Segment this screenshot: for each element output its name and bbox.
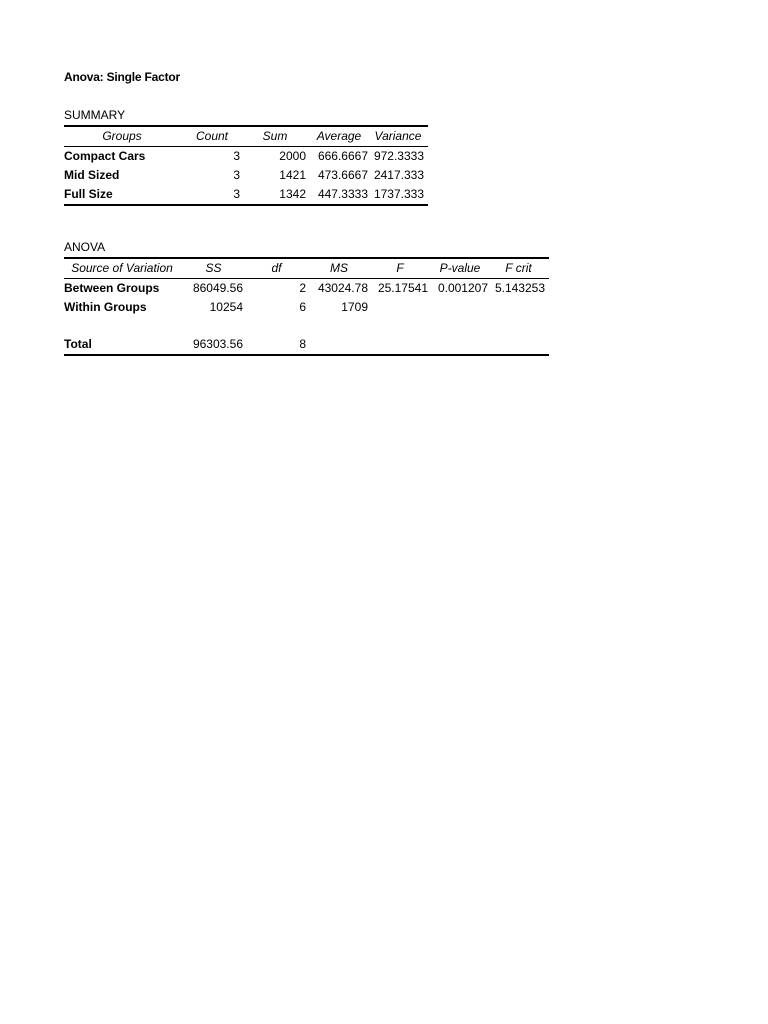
group-count: 3 xyxy=(233,149,240,163)
f-value: 25.17541 xyxy=(377,281,428,295)
summary-header-average: Average xyxy=(310,126,372,147)
f-value xyxy=(372,335,432,355)
summary-header-sum: Sum xyxy=(244,126,310,147)
source-name: Total xyxy=(64,335,184,355)
group-variance: 972.3333 xyxy=(373,149,424,163)
table-row xyxy=(64,298,549,317)
summary-label: SUMMARY xyxy=(64,108,126,122)
group-average: 447.3333 xyxy=(310,185,372,205)
blank-cell xyxy=(372,317,432,335)
pvalue-value xyxy=(432,298,492,317)
anova-label: ANOVA xyxy=(64,240,106,254)
summary-header-groups: Groups xyxy=(64,126,184,147)
group-count: 3 xyxy=(184,185,244,205)
anova-header-pvalue: P-value xyxy=(432,258,492,279)
group-name: Compact Cars xyxy=(64,149,146,163)
anova-header-ss: SS xyxy=(184,258,247,279)
df-value: 2 xyxy=(299,281,306,295)
table-row xyxy=(64,147,428,167)
blank-cell xyxy=(184,317,247,335)
table-row xyxy=(64,279,549,299)
summary-header-row xyxy=(64,126,428,147)
page-title: Anova: Single Factor xyxy=(64,70,181,84)
fcrit-value: 5.143253 xyxy=(494,281,545,295)
df-value: 8 xyxy=(247,335,310,355)
blank-cell xyxy=(310,317,372,335)
table-row xyxy=(64,185,428,205)
table-row-blank xyxy=(64,317,549,335)
group-count: 3 xyxy=(233,168,240,182)
summary-header-variance: Variance xyxy=(372,126,428,147)
pvalue-value xyxy=(432,335,492,355)
anova-table xyxy=(64,257,549,356)
group-average: 473.6667 xyxy=(317,168,368,182)
anova-header-f: F xyxy=(372,258,432,279)
pvalue-value: 0.001207 xyxy=(437,281,488,295)
table-row xyxy=(64,166,428,185)
group-sum: 1421 xyxy=(279,168,306,182)
group-variance: 2417.333 xyxy=(373,168,424,182)
f-value xyxy=(372,298,432,317)
ms-value xyxy=(310,335,372,355)
group-sum: 2000 xyxy=(279,149,306,163)
anova-header-source: Source of Variation xyxy=(64,258,184,279)
group-average: 666.6667 xyxy=(317,149,368,163)
group-variance: 1737.333 xyxy=(372,185,428,205)
ms-value: 1709 xyxy=(341,300,368,314)
ss-value: 96303.56 xyxy=(184,335,247,355)
anova-header-row xyxy=(64,258,549,279)
ss-value: 10254 xyxy=(209,300,243,314)
anova-header-df: df xyxy=(247,258,310,279)
blank-cell xyxy=(492,317,549,335)
source-name: Between Groups xyxy=(64,281,160,295)
source-name: Within Groups xyxy=(64,300,147,314)
blank-cell xyxy=(64,317,184,335)
group-sum: 1342 xyxy=(244,185,310,205)
fcrit-value xyxy=(492,298,549,317)
anova-header-ms: MS xyxy=(310,258,372,279)
summary-table xyxy=(64,125,428,206)
group-name: Mid Sized xyxy=(64,168,120,182)
summary-header-count: Count xyxy=(184,126,244,147)
ss-value: 86049.56 xyxy=(192,281,243,295)
blank-cell xyxy=(432,317,492,335)
df-value: 6 xyxy=(299,300,306,314)
anova-header-fcrit: F crit xyxy=(492,258,549,279)
ms-value: 43024.78 xyxy=(317,281,368,295)
group-name: Full Size xyxy=(64,185,184,205)
blank-cell xyxy=(247,317,310,335)
fcrit-value xyxy=(492,335,549,355)
table-row xyxy=(64,335,549,355)
